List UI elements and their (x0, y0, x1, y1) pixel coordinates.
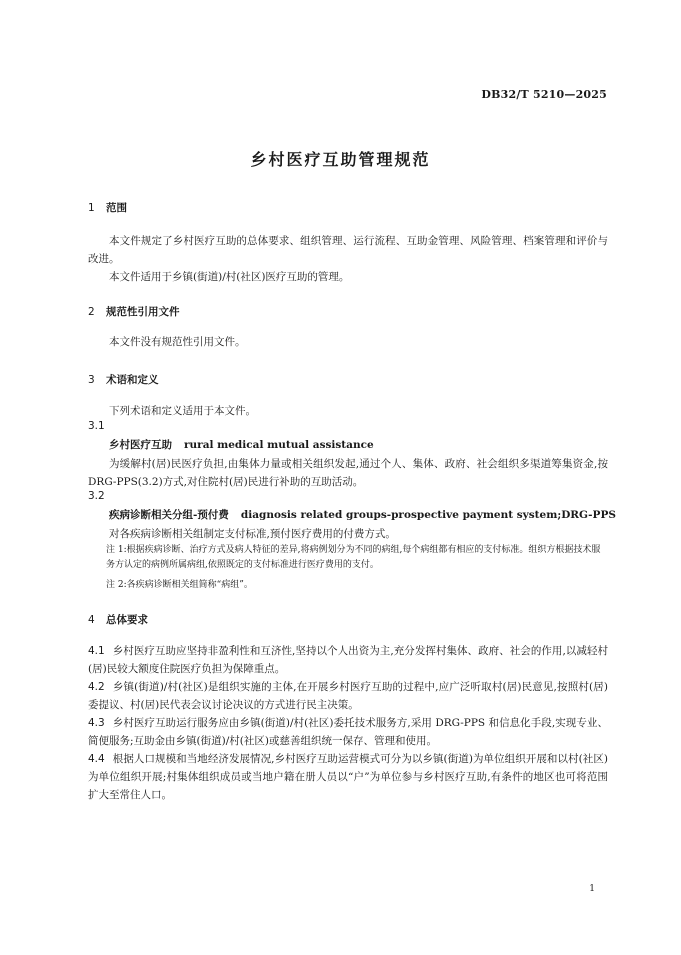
section-title: 范围 (106, 202, 127, 214)
section-title: 术语和定义 (106, 374, 159, 386)
section-3-intro (88, 402, 608, 420)
clause-4-1 (88, 642, 608, 678)
paragraph: 本文件规定了乡村医疗互助的总体要求、组织管理、运行流程、互助金管理、风险管理、档案管理和评价与改进。 (88, 235, 608, 265)
paragraph: 本文件适用于乡镇(街道)/村(社区)医疗互助的管理。 (109, 271, 350, 283)
clause-text: 乡镇(街道)/村(社区)是组织实施的主体,在开展乡村医疗互助的过程中,应广泛听取村(居)民意见,按照村(居)委提议、村(居)民代表会议讨论决议的方式进行民主决策。 (88, 681, 608, 711)
clause-number: 4.4 (88, 753, 105, 765)
term-en: diagnosis related groups-prospective payment system;DRG-PPS (240, 509, 616, 521)
term-number: 3.1 (88, 420, 105, 432)
section-4-heading (88, 612, 148, 627)
note-label: 注 2: (106, 580, 127, 590)
section-number: 4 (88, 614, 95, 626)
page-number: 1 (589, 884, 595, 894)
standard-code: DB32/T 5210—2025 (481, 88, 607, 101)
page-title: 乡村医疗互助管理规范 (250, 150, 431, 169)
clause-number: 4.3 (88, 717, 105, 729)
clause-number: 4.1 (88, 645, 105, 657)
term-number: 3.2 (88, 490, 105, 502)
section-1-heading (88, 200, 127, 215)
clause-4-3 (88, 714, 608, 750)
term-cn: 乡村医疗互助 (109, 439, 172, 451)
paragraph: 下列术语和定义适用于本文件。 (109, 405, 256, 417)
section-3-heading (88, 372, 159, 387)
clause-text: 根据人口规模和当地经济发展情况,乡村医疗互助运营模式可分为以乡镇(街道)为单位组织开展和以村(社区)为单位组织开展;村集体组织成员或当地户籍在册人员以“户”为单位参与乡村医疗互助,有条件的地区也可将范围扩大至常住人口。 (88, 753, 608, 801)
paragraph: 本文件没有规范性引用文件。 (109, 336, 246, 348)
note-text: 各疾病诊断相关组简称“病组”。 (126, 580, 253, 590)
clause-text: 乡村医疗互助运行服务应由乡镇(街道)/村(社区)委托技术服务方,采用 DRG-PPS 和信息化手段,实现专业、简便服务;互助金由乡镇(街道)/村(社区)或慈善组织统一保存、管理和使用。 (88, 717, 608, 747)
clause-4-2 (88, 678, 608, 714)
term-en: rural medical mutual assistance (184, 439, 374, 451)
note-1 (106, 543, 606, 573)
clause-text: 乡村医疗互助应坚持非盈利性和互济性,坚持以个人出资为主,充分发挥村集体、政府、社会的作用,以减轻村(居)民较大额度住院医疗负担为保障重点。 (88, 645, 608, 675)
term-3-2 (109, 507, 616, 522)
paragraph: 对各疾病诊断相关组制定支付标准,预付医疗费用的付费方式。 (109, 528, 396, 540)
section-number: 1 (88, 202, 95, 214)
section-number: 2 (88, 306, 95, 318)
term-cn: 疾病诊断相关分组-预付费 (109, 509, 229, 521)
term-3-2-definition (88, 525, 608, 543)
note-2 (106, 578, 606, 593)
section-1-body (88, 232, 608, 286)
section-number: 3 (88, 374, 95, 386)
term-3-1 (109, 437, 374, 452)
clause-4-4 (88, 750, 608, 804)
note-text: 根据疾病诊断、治疗方式及病人特征的差异,将病例划分为不同的病组,每个病组都有相应的支付标准。组织方根据技术服务方认定的病例所属病组,依照既定的支付标准进行医疗费用的支付。 (106, 545, 601, 570)
section-2-body (88, 333, 608, 351)
clause-number: 4.2 (88, 681, 105, 693)
section-2-heading (88, 304, 180, 319)
note-label: 注 1: (106, 545, 127, 555)
term-3-1-definition (88, 455, 608, 491)
section-title: 规范性引用文件 (106, 306, 180, 318)
section-title: 总体要求 (106, 614, 148, 626)
paragraph: 为缓解村(居)民医疗负担,由集体力量或相关组织发起,通过个人、集体、政府、社会组织多渠道筹集资金,按 DRG-PPS(3.2)方式,对住院村(居)民进行补助的互助活动。 (88, 458, 608, 488)
